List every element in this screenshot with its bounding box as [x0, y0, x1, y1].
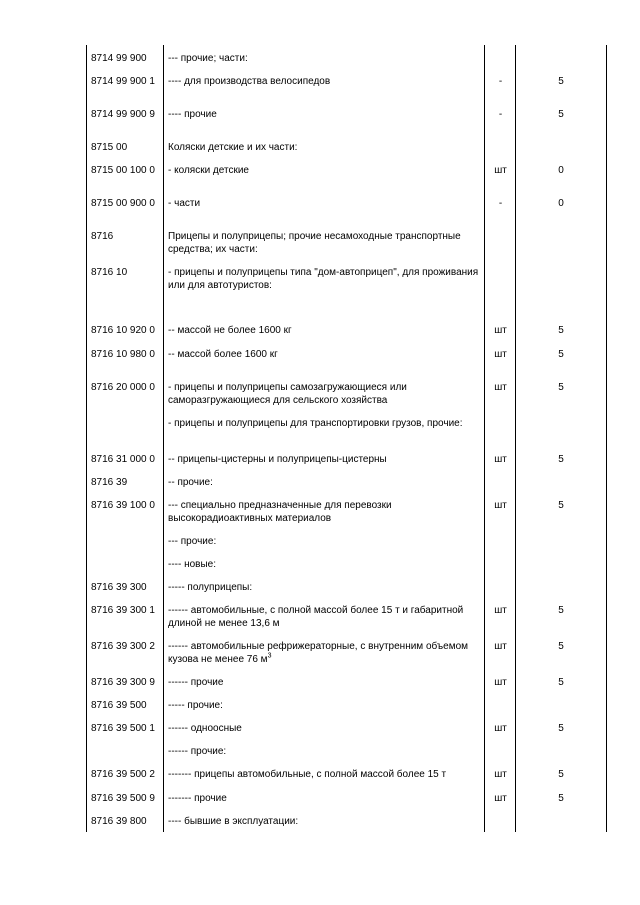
- unit-cell: шт: [494, 641, 507, 652]
- superscript: 3: [267, 652, 272, 660]
- unit-cell: шт: [494, 605, 507, 616]
- unit-cell: шт: [494, 325, 507, 336]
- description-cell: ------- прочие: [168, 793, 227, 804]
- code-cell: 8716 39 500 1: [91, 723, 155, 734]
- description-cell: - прицепы и полуприцепы для транспортировки грузов, прочие:: [168, 418, 463, 429]
- duty-rate-cell: 5: [558, 677, 564, 688]
- unit-cell: шт: [494, 349, 507, 360]
- description-cell: ------ прочие:: [168, 746, 227, 757]
- code-cell: 8716 39 500 2: [91, 769, 155, 780]
- description-cell: -- массой не более 1600 кг: [168, 325, 292, 336]
- description-cell: ---- для производства велосипедов: [168, 76, 331, 87]
- code-cell: 8716 10 980 0: [91, 349, 155, 360]
- code-cell: 8715 00: [91, 142, 128, 153]
- duty-rate-cell: 0: [558, 198, 564, 209]
- code-cell: 8716 39 300 9: [91, 677, 155, 688]
- description-cell: --- специально предназначенные для перевозки высокорадиоактивных материалов: [168, 500, 392, 524]
- description-cell: ------ одноосные: [168, 723, 242, 734]
- duty-rate-cell: 0: [558, 165, 564, 176]
- code-cell: 8716 20 000 0: [91, 382, 155, 393]
- duty-rate-cell: 5: [558, 325, 564, 336]
- duty-rate-cell: 5: [558, 454, 564, 465]
- table-left-border: [86, 45, 87, 832]
- description-cell: - прицепы и полуприцепы типа "дом-автоприцеп", для проживания или для автотуристов:: [168, 267, 479, 291]
- description-cell: ---- бывшие в эксплуатации:: [168, 816, 299, 827]
- code-cell: 8716 39 500: [91, 700, 147, 711]
- code-cell: 8714 99 900: [91, 53, 147, 64]
- unit-cell: шт: [494, 723, 507, 734]
- description-cell: -- прочие:: [168, 477, 213, 488]
- description-cell: Коляски детские и их части:: [168, 142, 298, 153]
- unit-cell: шт: [494, 793, 507, 804]
- unit-cell: -: [498, 198, 503, 209]
- duty-rate-cell: 5: [558, 382, 564, 393]
- code-cell: 8715 00 900 0: [91, 198, 155, 209]
- description-cell: -- прицепы-цистерны и полуприцепы-цистерны: [168, 454, 387, 465]
- duty-rate-cell: 5: [558, 769, 564, 780]
- description-cell: --- прочие:: [168, 536, 217, 547]
- code-cell: 8716 39 300 2: [91, 641, 155, 652]
- code-cell: 8716 10: [91, 267, 128, 278]
- unit-cell: шт: [494, 500, 507, 511]
- duty-rate-cell: 5: [558, 605, 564, 616]
- code-cell: 8716 39 800: [91, 816, 147, 827]
- duty-rate-cell: 5: [558, 641, 564, 652]
- code-cell: 8714 99 900 9: [91, 109, 155, 120]
- unit-cell: шт: [494, 382, 507, 393]
- duty-rate-cell: 5: [558, 500, 564, 511]
- code-cell: 8716 39 100 0: [91, 500, 155, 511]
- duty-rate-cell: 5: [558, 76, 564, 87]
- code-cell: 8716 39 300: [91, 582, 147, 593]
- description-cell: ------ автомобильные рефрижераторные, с внутренним объемом кузова не менее 76 $м^3$: [168, 641, 469, 665]
- unit-cell: шт: [494, 165, 507, 176]
- description-cell: ---- новые:: [168, 559, 217, 570]
- description-cell: ------- прицепы автомобильные, с полной массой более 15 т: [168, 769, 447, 780]
- code-cell: 8716 10 920 0: [91, 325, 155, 336]
- unit-cell: шт: [494, 454, 507, 465]
- description-cell: - коляски детские: [168, 165, 249, 176]
- description-cell: ----- полуприцепы:: [168, 582, 253, 593]
- code-cell: 8716 39 300 1: [91, 605, 155, 616]
- description-cell: ---- прочие: [168, 109, 217, 120]
- duty-rate-cell: 5: [558, 109, 564, 120]
- duty-rate-cell: 5: [558, 349, 564, 360]
- description-cell: - части: [168, 198, 201, 209]
- description-cell: - прицепы и полуприцепы самозагружающиеся или саморазгружающиеся для сельского хозяйства: [168, 382, 407, 406]
- code-cell: 8716 39 500 9: [91, 793, 155, 804]
- code-cell: 8716 31 000 0: [91, 454, 155, 465]
- table-right-border: [606, 45, 607, 832]
- description-cell: Прицепы и полуприцепы; прочие несамоходные транспортные средства; их части:: [168, 231, 461, 255]
- description-cell: ------ прочие: [168, 677, 224, 688]
- unit-cell: шт: [494, 769, 507, 780]
- description-cell: -- массой более 1600 кг: [168, 349, 278, 360]
- description-cell: ------ автомобильные, с полной массой более 15 т и габаритной длиной не менее 13,6 м: [168, 605, 464, 629]
- code-cell: 8716: [91, 231, 114, 242]
- unit-cell: -: [498, 76, 503, 87]
- column-divider-code: [163, 45, 164, 832]
- description-cell: --- прочие; части:: [168, 53, 248, 64]
- code-cell: 8715 00 100 0: [91, 165, 155, 176]
- code-cell: 8714 99 900 1: [91, 76, 155, 87]
- description-cell: ----- прочие:: [168, 700, 223, 711]
- duty-rate-cell: 5: [558, 793, 564, 804]
- duty-rate-cell: 5: [558, 723, 564, 734]
- code-cell: 8716 39: [91, 477, 128, 488]
- unit-cell: -: [498, 109, 503, 120]
- column-divider-desc: [484, 45, 485, 832]
- unit-cell: шт: [494, 677, 507, 688]
